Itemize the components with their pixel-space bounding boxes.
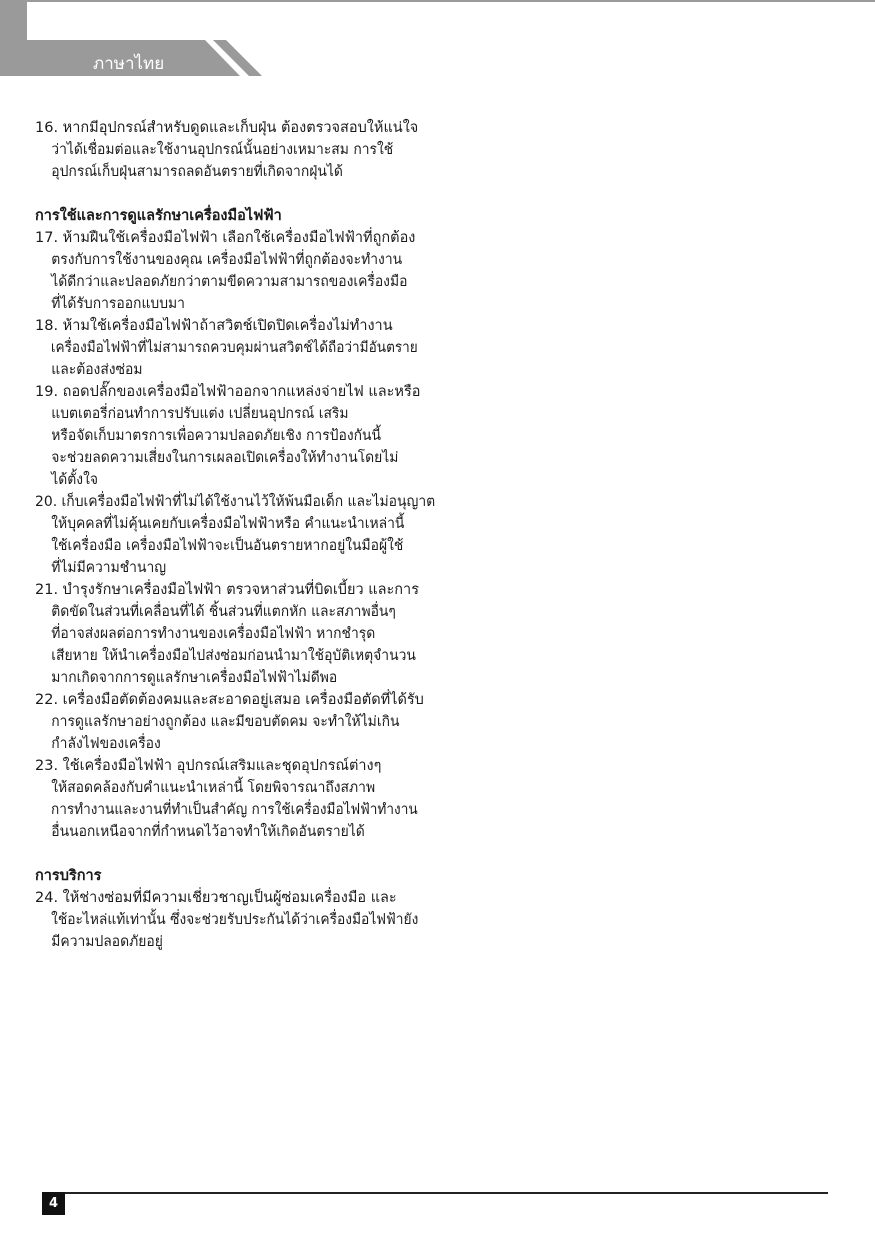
text-line: 19. ถอดปลั๊กของเครื่องมือไฟฟ้าออกจากแหล่งจ่ายไฟ และหรือ [35, 384, 421, 400]
text-line: 20. เก็บเครื่องมือไฟฟ้าที่ไม่ได้ใช้งานไว้ให้พ้นมือเด็ก และไม่อนุญาต [35, 494, 436, 510]
text-line: หรือจัดเก็บมาตรการเพื่อความปลอดภัยเชิง การป้องกันนี้ [51, 428, 382, 444]
list-item [35, 491, 435, 579]
text-line: อื่นนอกเหนือจากที่กำหนดไว้อาจทำให้เกิดอันตรายได้ [51, 824, 365, 840]
text-line: ให้บุคคลที่ไม่คุ้นเคยกับเครื่องมือไฟฟ้าหรือ คำแนะนำเหล่านี้ [51, 516, 405, 532]
text-line: 24. ให้ช่างซ่อมที่มีความเชี่ยวชาญเป็นผู้ซ่อมเครื่องมือ และ [35, 890, 397, 906]
text-line: ที่ได้รับการออกแบบมา [51, 296, 185, 312]
text-line: ที่ไม่มีความชำนาญ [51, 560, 167, 576]
text-line: ใช้เครื่องมือ เครื่องมือไฟฟ้าจะเป็นอันตรายหากอยู่ในมือผู้ใช้ [51, 538, 404, 554]
list-item [35, 579, 435, 689]
list-item [35, 315, 435, 381]
text-line: การทำงานและงานที่ทำเป็นสำคัญ การใช้เครื่องมือไฟฟ้าทำงาน [50, 802, 418, 818]
list-item [35, 887, 435, 953]
text-line: ได้ดีกว่าและปลอดภัยกว่าตามขีดความสามารถของเครื่องมือ [51, 274, 408, 290]
text-line: 17. ห้ามฝืนใช้เครื่องมือไฟฟ้า เลือกใช้เครื่องมือไฟฟ้าที่ถูกต้อง [35, 230, 416, 246]
text-line: ให้สอดคล้องกับคำแนะนำเหล่านี้ โดยพิจารณาถึงสภาพ [51, 780, 376, 796]
text-line: 23. ใช้เครื่องมือไฟฟ้า อุปกรณ์เสริมและชุดอุปกรณ์ต่างๆ [35, 758, 382, 774]
text-line: อุปกรณ์เก็บฝุ่นสามารถลดอันตรายที่เกิดจากฝุ่นได้ [51, 164, 343, 180]
text-line: 22. เครื่องมือตัดต้องคมและสะอาดอยู่เสมอ เครื่องมือตัดที่ได้รับ [35, 692, 424, 708]
text-line: 21. บำรุงรักษาเครื่องมือไฟฟ้า ตรวจหาส่วนที่บิดเบี้ยว และการ [35, 582, 419, 598]
list-item [35, 381, 435, 491]
list-item [35, 755, 435, 843]
top-border [0, 0, 875, 2]
text-line: มากเกิดจากการดูแลรักษาเครื่องมือไฟฟ้าไม่ดีพอ [51, 670, 338, 686]
text-line: แบตเตอรี่ก่อนทำการปรับแต่ง เปลี่ยนอุปกรณ์ เสริม [51, 406, 349, 422]
document-body [35, 117, 435, 953]
text-line: การดูแลรักษาอย่างถูกต้อง และมีขอบตัดคม จะทำให้ไม่เกิน [51, 714, 400, 730]
text-line: เสียหาย ให้นำเครื่องมือไปส่งซ่อมก่อนนำมาใช้อุบัติเหตุจำนวน [51, 648, 416, 664]
list-item [35, 117, 435, 183]
section-heading: การบริการ [35, 868, 102, 884]
text-line: มีความปลอดภัยอยู่ [51, 934, 163, 950]
text-line: กำลังไฟของเครื่อง [51, 736, 161, 752]
language-label: ภาษาไทย [93, 54, 165, 74]
footer-rule [42, 1192, 828, 1194]
text-line: ได้ตั้งใจ [51, 472, 99, 488]
text-line: 18. ห้ามใช้เครื่องมือไฟฟ้าถ้าสวิตช์เปิดปิดเครื่องไม่ทำงาน [35, 318, 393, 334]
text-line: ว่าได้เชื่อมต่อและใช้งานอุปกรณ์นั้นอย่างเหมาะสม การใช้ [51, 142, 394, 158]
text-line: ใช้อะไหล่แท้เท่านั้น ซึ่งจะช่วยรับประกันได้ว่าเครื่องมือไฟฟ้ายัง [51, 912, 419, 928]
text-line: ติดขัดในส่วนที่เคลื่อนที่ได้ ชิ้นส่วนที่แตกหัก และสภาพอื่นๆ [51, 604, 396, 620]
text-line: จะช่วยลดความเสี่ยงในการเผลอเปิดเครื่องให้ทำงานโดยไม่ [51, 450, 399, 466]
text-line: ที่อาจส่งผลต่อการทำงานของเครื่องมือไฟฟ้า หากชำรุด [51, 626, 376, 642]
text-line: ตรงกับการใช้งานของคุณ เครื่องมือไฟฟ้าที่ถูกต้องจะทำงาน [51, 252, 403, 268]
text-line: และต้องส่งซ่อม [51, 362, 143, 378]
header-strip [0, 0, 27, 42]
text-line: 16. หากมีอุปกรณ์สำหรับดูดและเก็บฝุ่น ต้องตรวจสอบให้แน่ใจ [35, 120, 419, 136]
text-line: เครื่องมือไฟฟ้าที่ไม่สามารถควบคุมผ่านสวิตช์ได้ถือว่ามีอันตราย [50, 340, 418, 356]
list-item [35, 227, 435, 315]
list-item [35, 689, 435, 755]
page-number: 4 [42, 1192, 65, 1215]
section-heading: การใช้และการดูแลรักษาเครื่องมือไฟฟ้า [35, 208, 282, 224]
